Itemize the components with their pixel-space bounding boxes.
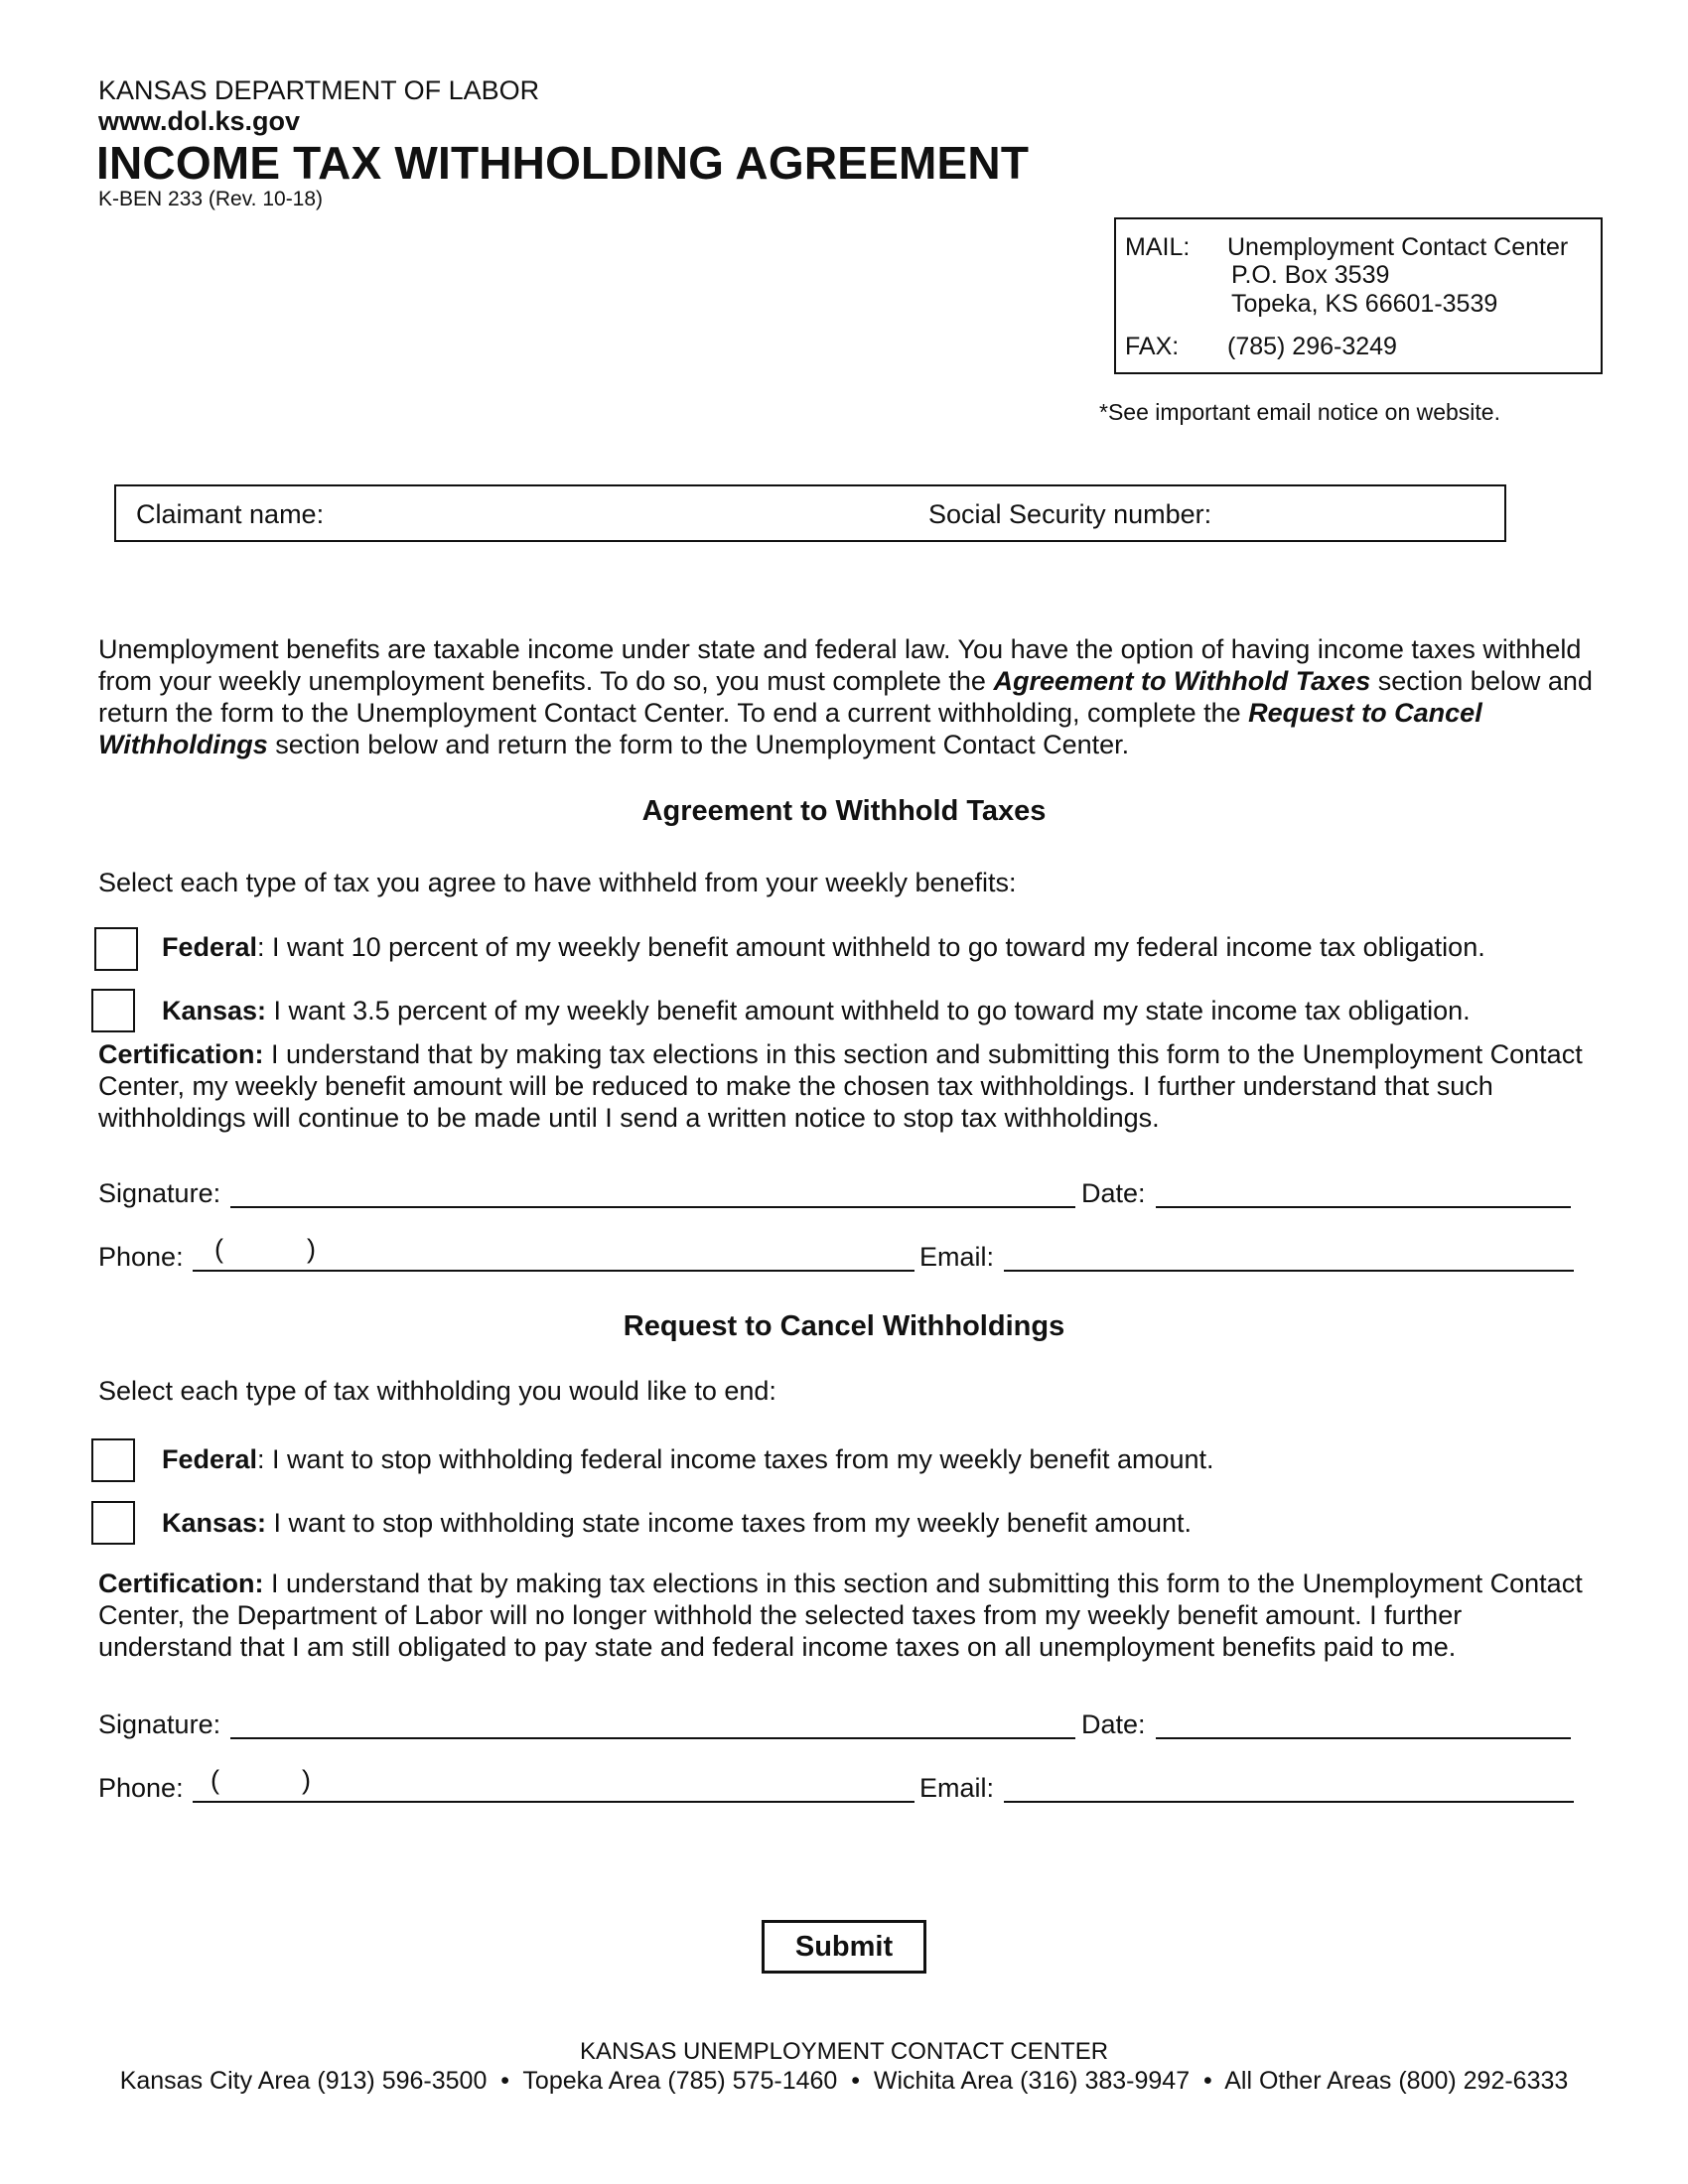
- intro-paragraph: [98, 633, 1598, 760]
- phone-area-open-paren: (: [211, 1765, 219, 1795]
- phone-area-close-paren: ): [307, 1234, 316, 1264]
- mail-address-line: Topeka, KS 66601-3539: [1231, 290, 1498, 318]
- phone-line[interactable]: [193, 1270, 914, 1272]
- signature-label: Signature:: [98, 1709, 221, 1739]
- email-line[interactable]: [1004, 1801, 1574, 1803]
- footer-phone-numbers: Kansas City Area (913) 596-3500 • Topeka Area (785) 575-1460 • Wichita Area (316) 383-9947 • All Other Areas (800) 292-6333: [119, 2067, 1569, 2095]
- email-label: Email:: [919, 1773, 995, 1803]
- signature-label: Signature:: [98, 1178, 221, 1208]
- date-line[interactable]: [1156, 1206, 1571, 1208]
- fax-label: FAX:: [1125, 333, 1180, 360]
- certification-text: I understand that by making tax elections in this section and submitting this form to the Unemployment Contact Center, the Department of Labor will no longer withhold the selected taxes from my weekly benefit amount. I further understand that I am still obligated to pay state and federal income taxes on all unemployment benefits paid to me.: [98, 1569, 1583, 1662]
- option-label: Federal: [162, 932, 258, 962]
- mail-label: MAIL:: [1125, 233, 1191, 261]
- form-number: K-BEN 233 (Rev. 10-18): [98, 188, 324, 210]
- ssn-label: Social Security number:: [928, 499, 1212, 529]
- date-label: Date:: [1081, 1709, 1146, 1739]
- agreement-prompt: Select each type of tax you agree to have withheld from your weekly benefits:: [98, 868, 1017, 897]
- claimant-info-box: [114, 484, 1506, 542]
- claimant-name-label: Claimant name:: [136, 499, 325, 529]
- certification-label: Certification:: [98, 1039, 264, 1069]
- footer-center-name: KANSAS UNEMPLOYMENT CONTACT CENTER: [579, 2038, 1109, 2065]
- cancel-prompt: Select each type of tax withholding you would like to end:: [98, 1376, 776, 1406]
- phone-area-close-paren: ): [302, 1765, 311, 1795]
- email-line[interactable]: [1004, 1270, 1574, 1272]
- submit-button[interactable]: Submit: [762, 1920, 926, 1974]
- cancel-heading: Request to Cancel Withholdings: [623, 1310, 1065, 1342]
- email-notice: *See important email notice on website.: [1099, 399, 1500, 425]
- signature-line[interactable]: [230, 1737, 1075, 1739]
- agreement-heading: Agreement to Withhold Taxes: [641, 795, 1047, 827]
- intro-text: Unemployment benefits are taxable income under state and federal law. You have the option of having income taxes withheld from your weekly unemployment benefits. To do so, you must complete the: [98, 634, 1582, 696]
- phone-label: Phone:: [98, 1242, 184, 1272]
- form-title: INCOME TAX WITHHOLDING AGREEMENT: [96, 137, 1030, 189]
- option-text: I want 3.5 percent of my weekly benefit amount withheld to go toward my state income tax obligation.: [266, 996, 1471, 1025]
- cancel-federal-checkbox[interactable]: [91, 1438, 135, 1482]
- phone-label: Phone:: [98, 1773, 184, 1803]
- fax-number: (785) 296-3249: [1227, 333, 1397, 360]
- mail-address-line: P.O. Box 3539: [1231, 261, 1390, 289]
- website-link[interactable]: www.dol.ks.gov: [98, 106, 301, 136]
- option-label: Federal: [162, 1444, 258, 1474]
- option-text: I want to stop withholding state income taxes from my weekly benefit amount.: [266, 1508, 1192, 1538]
- certification-label: Certification:: [98, 1569, 264, 1598]
- department-name: KANSAS DEPARTMENT OF LABOR: [98, 75, 540, 105]
- cancel-certification: [98, 1568, 1598, 1663]
- agreement-federal-checkbox[interactable]: [94, 927, 138, 971]
- intro-emphasis: Agreement to Withhold Taxes: [993, 666, 1371, 696]
- cancel-kansas-checkbox[interactable]: [91, 1501, 135, 1545]
- intro-text: section below and return the form to the Unemployment Contact Center.: [267, 730, 1130, 759]
- email-label: Email:: [919, 1242, 995, 1272]
- phone-line[interactable]: [193, 1801, 914, 1803]
- intro-text: section below and return the form to the Unemployment Contact Center. To end a current withholding, complete the: [98, 666, 1593, 728]
- date-label: Date:: [1081, 1178, 1146, 1208]
- agreement-certification: [98, 1038, 1598, 1134]
- cancel-kansas-option: [162, 1508, 1192, 1539]
- agreement-federal-option: [162, 932, 1485, 963]
- certification-text: I understand that by making tax elections in this section and submitting this form to the Unemployment Contact Center, my weekly benefit amount will be reduced to make the chosen tax withholdings. I further understand that such withholdings will continue to be made until I send a written notice to stop tax withholdings.: [98, 1039, 1583, 1133]
- agreement-kansas-checkbox[interactable]: [91, 989, 135, 1032]
- option-label: Kansas:: [162, 996, 267, 1025]
- date-line[interactable]: [1156, 1737, 1571, 1739]
- agreement-kansas-option: [162, 996, 1471, 1026]
- intro-emphasis: Request to Cancel Withholdings: [98, 698, 1482, 759]
- phone-area-open-paren: (: [214, 1234, 223, 1264]
- option-label: Kansas:: [162, 1508, 267, 1538]
- option-text: : I want 10 percent of my weekly benefit amount withheld to go toward my federal income tax obligation.: [257, 932, 1485, 962]
- cancel-federal-option: [162, 1444, 1214, 1475]
- mail-address-box: [1114, 217, 1603, 374]
- option-text: : I want to stop withholding federal income taxes from my weekly benefit amount.: [257, 1444, 1214, 1474]
- signature-line[interactable]: [230, 1206, 1075, 1208]
- mail-address-line: Unemployment Contact Center: [1227, 233, 1569, 261]
